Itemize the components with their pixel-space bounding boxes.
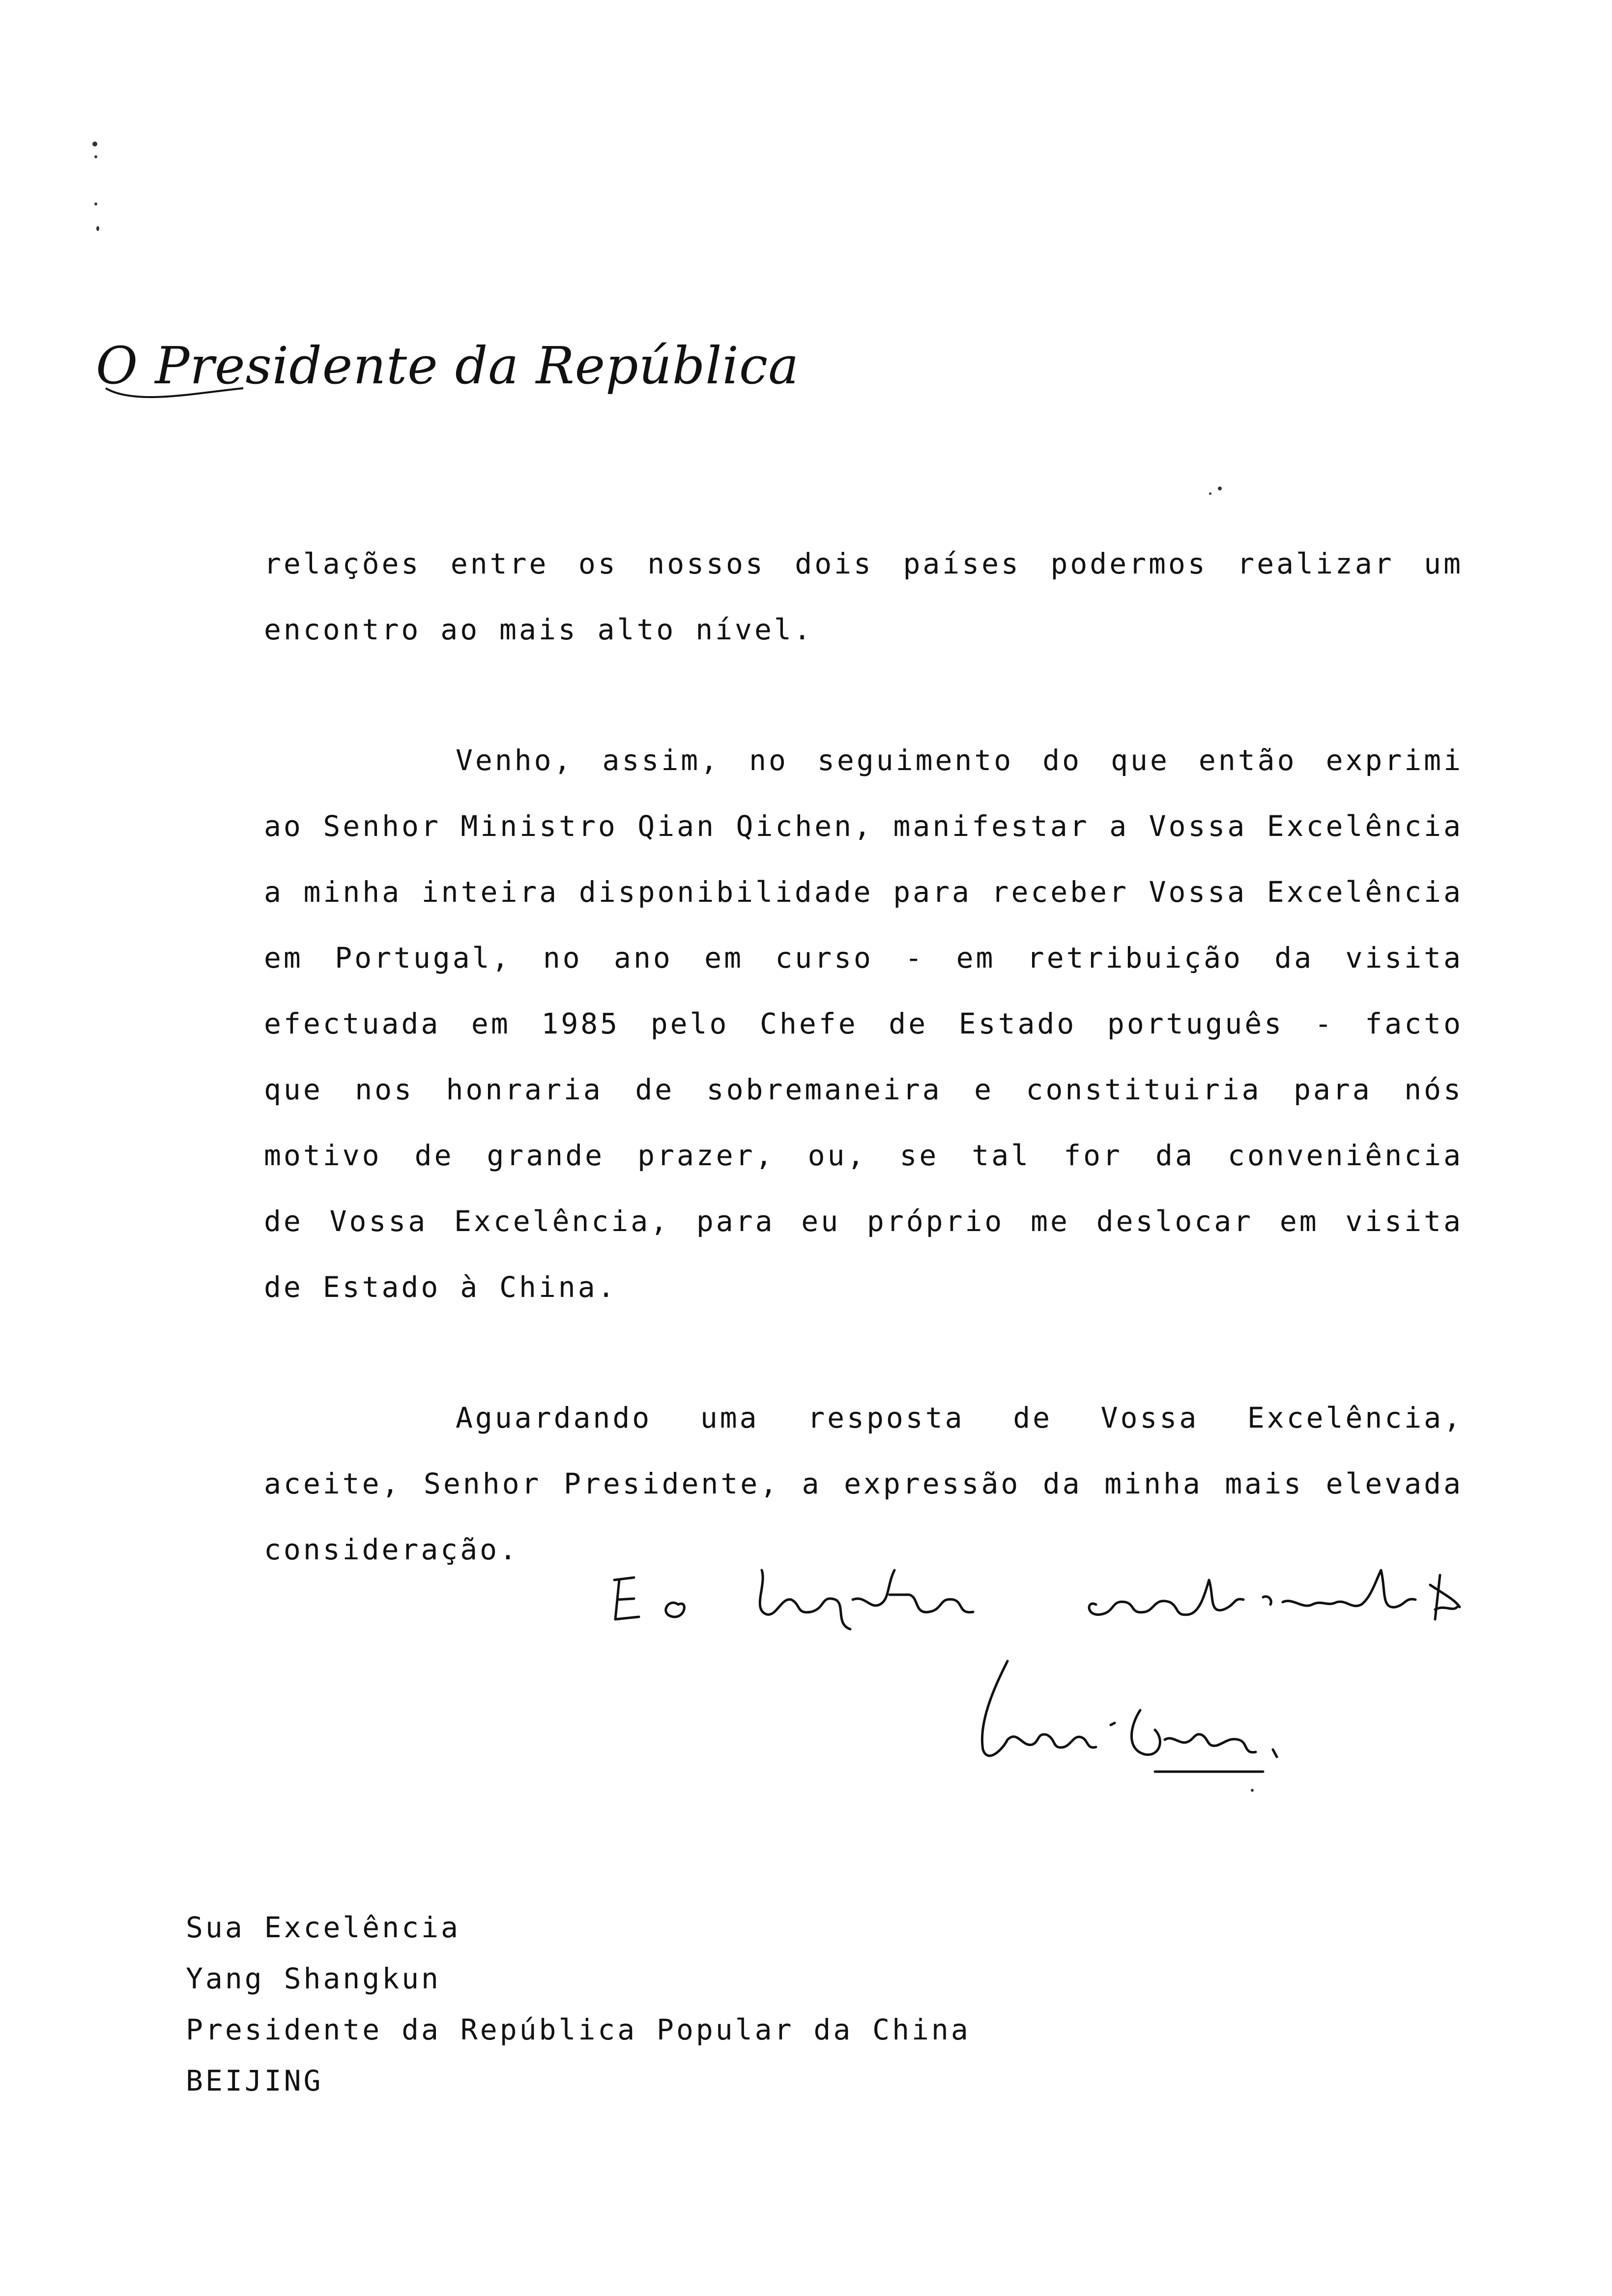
addressee-line: BEIJING <box>186 2064 323 2097</box>
scan-speck <box>94 202 97 205</box>
scan-speck <box>1209 492 1211 495</box>
body-line: ao Senhor Ministro Qian Qichen, manifestar a Vossa Excelência <box>264 809 1463 843</box>
body-line: em Portugal, no ano em curso - em retribuição da visita <box>264 941 1463 975</box>
letterhead-logo <box>96 315 800 413</box>
body-line: Venho, assim, no seguimento do que então exprimi <box>456 744 1463 777</box>
addressee-line: Yang Shangkun <box>186 1962 441 1995</box>
scan-speck <box>92 142 97 146</box>
handwritten-closing-note <box>604 1550 1465 1634</box>
letterhead-title: O Presidente da República <box>96 336 800 396</box>
body-line: consideração. <box>264 1533 519 1566</box>
addressee-line: Presidente da República Popular da China <box>186 2013 971 2046</box>
body-line: encontro ao mais alto nível. <box>264 613 813 646</box>
body-line: Aguardando uma resposta de Vossa Excelência, <box>456 1401 1463 1435</box>
body-line: que nos honraria de sobremaneira e constituiria para nós <box>264 1073 1463 1106</box>
addressee-line: Sua Excelência <box>186 1911 461 1944</box>
body-line: de Estado à China. <box>264 1270 617 1304</box>
signature-image <box>949 1651 1293 1799</box>
body-line: efectuada em 1985 pelo Chefe de Estado português - facto <box>264 1007 1463 1040</box>
body-line: relações entre os nossos dois países podermos realizar um <box>264 547 1463 580</box>
scan-speck <box>1218 487 1222 490</box>
signature-text: Mário Soares <box>949 1651 952 1652</box>
scan-speck <box>94 155 97 158</box>
scan-speck <box>96 226 99 231</box>
body-line: aceite, Senhor Presidente, a expressão da minha mais elevada <box>264 1467 1463 1500</box>
letter-body <box>264 531 1463 1582</box>
body-line: motivo de grande prazer, ou, se tal for da conveniência <box>264 1139 1463 1172</box>
addressee-block <box>186 1902 971 2106</box>
body-line: de Vossa Excelência, para eu próprio me deslocar em visita <box>264 1205 1463 1238</box>
body-line: a minha inteira disponibilidade para receber Vossa Excelência <box>264 875 1463 909</box>
